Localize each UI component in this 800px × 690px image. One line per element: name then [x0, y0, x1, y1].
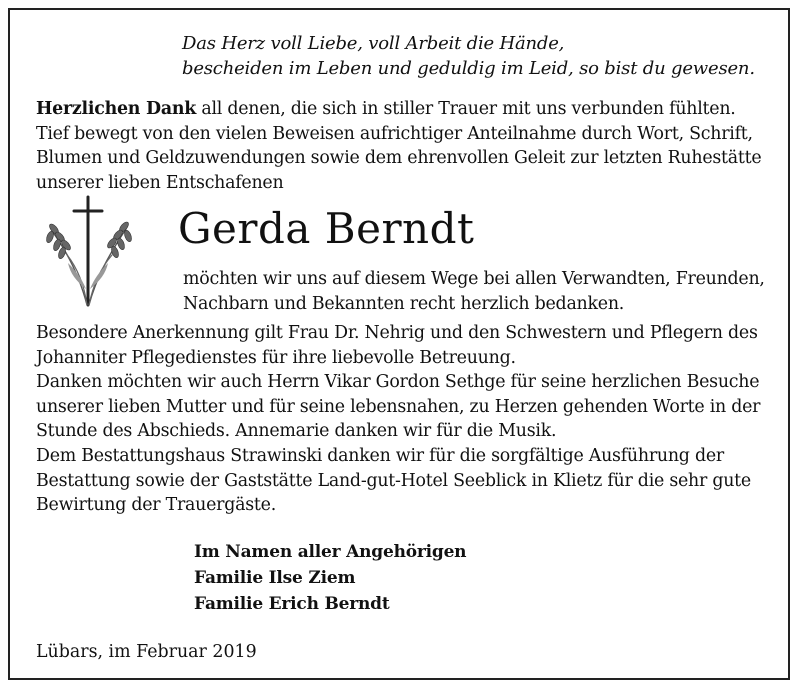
intro-line: Tief bewegt von den vielen Beweisen aufrichtiger Anteilnahme durch Wort, Schrift,	[36, 123, 753, 144]
body-line: Bestattung sowie der Gaststätte Land-gut-Hotel Seeblick in Klietz für die sehr gute	[36, 470, 751, 491]
body-line: Besondere Anerkennung gilt Frau Dr. Nehrig und den Schwestern und Pflegern des	[36, 323, 758, 343]
intro-paragraph	[36, 97, 761, 195]
body-line: Dem Bestattungshaus Strawinski danken wir für die sorgfältige Ausführung der	[36, 445, 724, 466]
thanks-paragraph	[183, 267, 765, 316]
signer-line: Familie Erich Berndt	[194, 594, 390, 614]
motto-line: Das Herz voll Liebe, voll Arbeit die Hände,	[182, 33, 565, 54]
body-line: Bewirtung der Trauergäste.	[36, 495, 276, 516]
deceased-name: Gerda Berndt	[178, 204, 475, 253]
body-line: unserer lieben Mutter und für seine lebensnahen, zu Herzen gehenden Worte in der	[36, 396, 761, 417]
signature-block	[194, 539, 466, 617]
acknowledgement-paragraph	[36, 321, 760, 518]
body-line: Danken möchten wir auch Herrn Vikar Gordon Sethge für seine herzlichen Besuche	[36, 372, 760, 393]
signer-line: Im Namen aller Angehörigen	[194, 542, 467, 562]
body-line: Stunde des Abschieds. Annemarie danken wir für die Musik.	[36, 421, 557, 442]
thanks-lead: Herzlichen Dank	[36, 99, 197, 119]
thanks-line: Nachbarn und Bekannten recht herzlich bedanken.	[183, 293, 625, 314]
intro-line-rest: all denen, die sich in stiller Trauer mit uns verbunden fühlten.	[196, 99, 736, 119]
intro-line	[36, 97, 761, 122]
cross-with-wheat-icon	[40, 193, 136, 311]
motto-line: bescheiden im Leben und geduldig im Leid, so bist du gewesen.	[182, 58, 755, 79]
intro-line: Blumen und Geldzuwendungen sowie dem ehrenvollen Geleit zur letzten Ruhestätte	[36, 148, 762, 169]
intro-line: unserer lieben Entschafenen	[36, 172, 284, 193]
motto-verse	[182, 31, 755, 81]
signer-line: Familie Ilse Ziem	[194, 568, 356, 588]
thanks-line: möchten wir uns auf diesem Wege bei allen Verwandten, Freunden,	[183, 269, 765, 289]
body-line: Johanniter Pflegedienstes für ihre liebevolle Betreuung.	[36, 347, 516, 368]
place-and-date: Lübars, im Februar 2019	[36, 642, 257, 662]
